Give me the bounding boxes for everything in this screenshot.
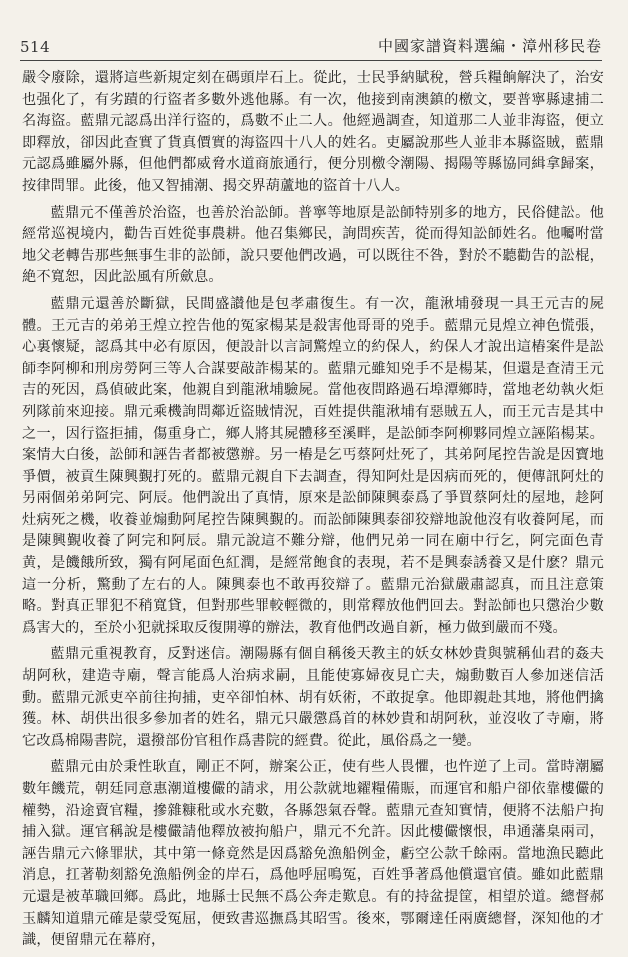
page-number: 514 — [20, 38, 51, 56]
paragraph-education: 藍鼎元重視教育，反對迷信。潮陽縣有個自稱後天教主的妖女林妙貴與號稱仙君的姦夫胡阿秋，建造寺廟，聲言能爲人治病求嗣，且能使寡婦夜見亡夫，煽動數百人參加迷信活動。藍鼎元派吏卒前往拘捕，吏卒卻怕林、胡有妖術，不敢捉拿。他即親赴其地，將他們擒獲。林、胡供出很多參加者的姓名，鼎元只嚴懲爲首的林妙貴和胡阿秋，並沒收了寺廟，將它改爲棉陽書院，還撥部份官租作爲書院的經費。從此，風俗爲之一變。 — [22, 646, 604, 749]
paragraph-judgment: 藍鼎元還善於斷獄，民間盛讃他是包孝肅復生。有一次，龍湫埔發現一具王元吉的屍體。王元吉的弟弟王煌立控告他的冤家楊某是殺害他哥哥的兇手。藍鼎元見煌立神色慌張，心裏懷疑，認爲其中必有原因，便設計以言詞驚煌立的約保人，約保人才說出這樁案件是訟師李阿柳和刑房勞阿三等人合謀要敲詐楊某的。藍鼎元雖知兇手不是楊某，但還是查清王元吉的死因，爲偵破此案，他親自到龍湫埔驗屍。當他夜問路過石埠潭鄉時，當地老幼執火炬列隊前來迎接。鼎元乘機詢問鄰近盜賊情況，百姓提供龍湫埔有惡賊五人，而王元吉是其中之一，因行盜拒捕，傷重身亡，鄉人將其屍體移至溪畔，是訟師李阿柳夥同煌立誣陷楊某。案情大白後，訟師和誣告者都被懲辦。另一樁是乞丐蔡阿灶死了，其弟阿尾控告說是因寶地爭價，被貢生陳興覲打死的。藍鼎元親自下去調查，得知阿灶是因病而死的，便傳訊阿灶的另兩個弟弟阿完、阿辰。他們說出了真情，原來是訟師陳興泰爲了爭買蔡阿灶的屋地，趁阿灶病死之機，收養並煽動阿尾控告陳興覲的。而訟師陳興泰卻狡辯地說他沒有收養阿尾，而是陳興覲收養了阿完和阿辰。鼎元說這不難分辯，他們兄弟一同在廟中行乞，阿完面色青黄，是饑餓所致，獨有阿尾面色紅潤，是經常飽食的表現，若不是興泰誘養又是什麽？鼎元這一分析，驚動了左右的人。陳興泰也不敢再狡辯了。藍鼎元治獄嚴肅認真，而且注意策略。對真正罪犯不稍寬貸，但對那些罪較輕微的，則常釋放他們回去。對訟師也只懲治少數爲害大的，至於小犯就採取反復開導的辦法，教育他們改過自新，極力做到嚴而不殘。 — [22, 295, 604, 636]
page-header — [20, 28, 602, 61]
paragraph-dismissal: 藍鼎元由於秉性耿直，剛正不阿，辦案公正，使有些人畏懼，也忤逆了上司。當時潮屬數年饑荒，朝廷同意惠潮道樓儼的請求，用公款就地糴糧備賑，而運官和船户卻依靠樓儼的權勢，沿途賣官糧，摻雜糠秕或水充數，各縣怨氣吞聲。藍鼎元查知實情，便將不法船户拘捕入獄。運官稱說是樓儼請他釋放被拘船户，鼎元不允許。因此樓儼懷恨，串通藩臬兩司，誣告鼎元六條罪狀，其中第一條竟然是因爲豁免漁船例金，虧空公款千餘兩。當地漁民聽此消息，扛著勒刻豁免漁船例金的岸石，爲他呼屈鳴冤，百姓爭著爲他償還官債。雖如此藍鼎元還是被革職回鄉。爲此，地縣士民無不爲公奔走歎息。有的持盆提筐，相望於道。總督郝玉麟知道鼎元確是蒙受冤屈，便致書巡撫爲其昭雪。後來，鄂爾達任兩廣總督，深知他的才識，便留鼎元在幕府， — [22, 759, 604, 949]
paragraph-litigation: 藍鼎元不僅善於治盜，也善於治訟師。普寧等地原是訟師特别多的地方，民俗健訟。他經常巡視境内，勸告百姓從事農耕。他召集鄉民，詢問疾苦，從而得知訟師姓名。他囑咐當地父老轉告那些無事生非的訟師，說只要他們改過，可以既往不咎，對於不聽勸告的訟棍，絶不寬恕，因此訟風有所歛息。 — [22, 204, 604, 286]
paragraph-continued: 嚴令廢除，還將這些新規定刻在碼頭岸石上。從此，士民爭納賦稅，營兵糧餉解決了，治安也强化了，有劣蹟的行盜者多數外逃他縣。有一次，他接到南澳鎮的檄文，要普寧縣逮捕二名海盜。藍鼎元認爲出洋行盜的，爲數不止二人。他經過調查，知道那二人並非海盜，便立即釋放，卻因此查實了貨真價實的海盜四十八人的姓名。吏屬說那些人並非本縣盜賊，藍鼎元認爲雖屬外縣，但他們都威脅水道商旅通行，便分別檄令潮陽、揭陽等縣協同緝拿歸案，按律問罪。此後，他又智捕潮、揭交界葫蘆地的盜首十八人。 — [22, 70, 604, 194]
running-title: 中國家譜資料選編・漳州移民卷 — [377, 37, 602, 55]
body-text — [22, 68, 604, 957]
